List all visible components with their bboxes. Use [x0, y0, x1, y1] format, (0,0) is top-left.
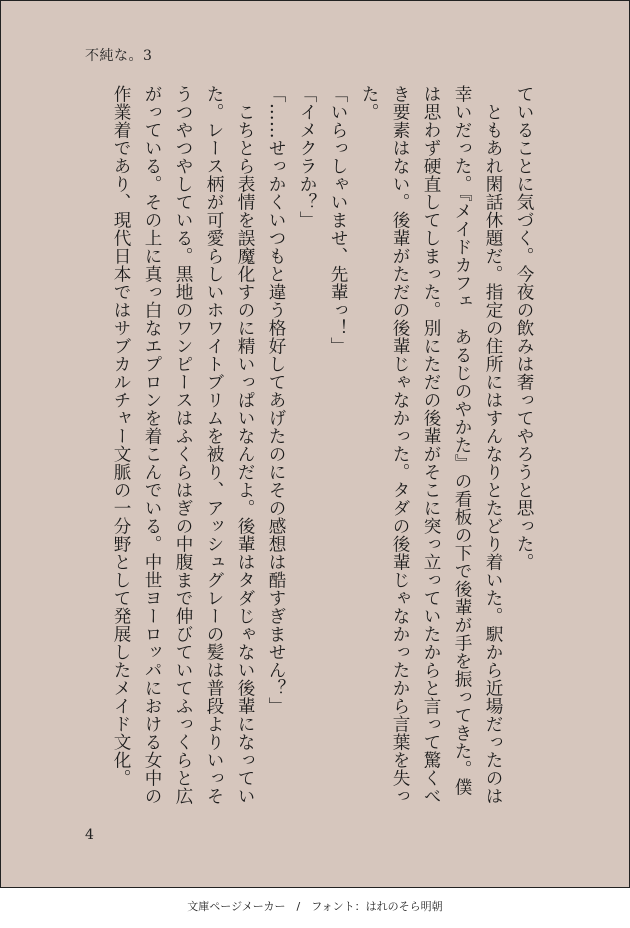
page-number: 4 [85, 827, 94, 843]
paragraph-3: 「いらっしゃいませ、先輩っ！」 [328, 85, 348, 355]
footer-credit: 文庫ページメーカー / フォント：はれのそら明朝 [187, 900, 443, 913]
page-header-title: 不純な。3 [85, 48, 153, 64]
paragraph-5: 「……せっかくいつもと違う格好してあげたのにその感想は酷すぎません？」 [266, 85, 286, 715]
paragraph-6: こちとら表情を誤魔化すのに精いっぱいなんだよ。後輩はタダじゃない後輩になっていた。レース柄が可愛らしいホワイトブリムを被り、アッシュグレーの髪は普段よりいっそうつやつやしている。黒地のワンピースはふくらはぎの中腹まで伸びていてふっくらと広がっている。その上に真っ白なエプロンを着こんでいる。中世ヨーロッパにおける女中の作業着であり、現代日本ではサブカルチャー文脈の一分野として発展したメイド文化。 [111, 85, 255, 805]
paragraph-2: ともあれ閑話休題だ。指定の住所にはすんなりとたどり着いた。駅から近場だったのは幸いだった。『メイドカフェ あるじのやかた』の看板の下で後輩が手を振ってきた。僕は思わず硬直してしまった。別にただの後輩がそこに突っ立っていたからと言って驚くべき要素はない。後輩がただの後輩じゃなかった。タダの後輩じゃなかったから言葉を失った。 [359, 85, 503, 805]
paragraph-1: ていることに気づく。今夜の飲みは奢ってやろうと思った。 [514, 85, 534, 571]
paragraph-4: 「イメクラか？」 [297, 85, 317, 229]
vertical-body-text [105, 85, 539, 805]
